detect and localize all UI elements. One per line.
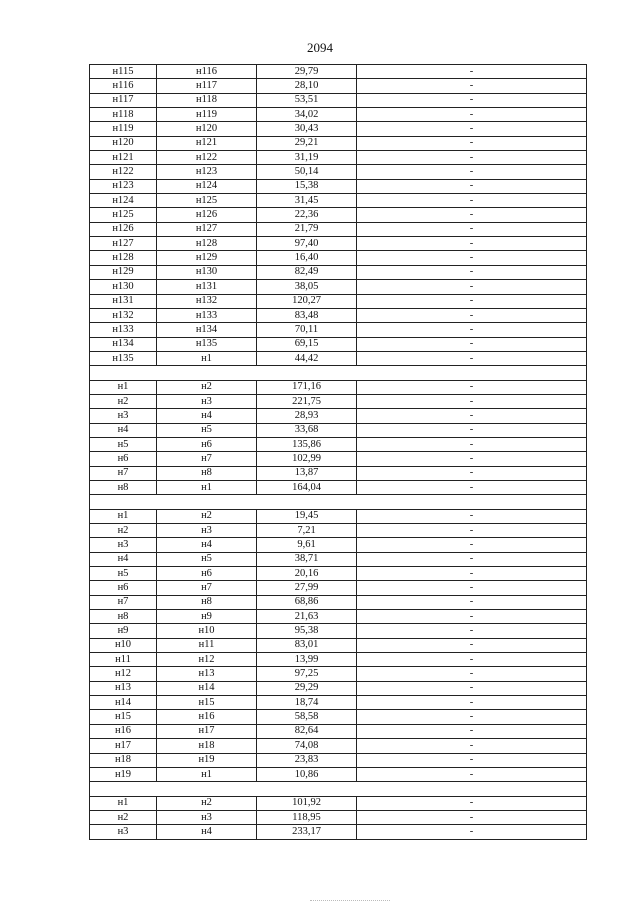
note-cell: - [357,767,587,781]
to-point-cell: н17 [157,724,257,738]
to-point-cell: н18 [157,739,257,753]
length-cell: 31,19 [257,151,357,165]
length-cell: 23,83 [257,753,357,767]
length-cell: 30,43 [257,122,357,136]
table-row [90,696,587,710]
from-point-cell: н119 [90,122,157,136]
note-cell: - [357,108,587,122]
to-point-cell: н5 [157,423,257,437]
to-point-cell: н121 [157,136,257,150]
note-cell: - [357,825,587,839]
note-cell: - [357,136,587,150]
length-cell: 171,16 [257,380,357,394]
table-row [90,79,587,93]
from-point-cell: н11 [90,653,157,667]
to-point-cell: н1 [157,767,257,781]
table-row [90,151,587,165]
length-cell: 135,86 [257,437,357,451]
table-row [90,380,587,394]
from-point-cell: н132 [90,308,157,322]
table-row [90,452,587,466]
note-cell: - [357,581,587,595]
from-point-cell: н128 [90,251,157,265]
note-cell: - [357,696,587,710]
length-cell: 102,99 [257,452,357,466]
boundary-segments-table [89,64,587,840]
table-row [90,122,587,136]
table-row [90,724,587,738]
to-point-cell: н125 [157,194,257,208]
length-cell: 97,40 [257,237,357,251]
to-point-cell: н6 [157,437,257,451]
length-cell: 10,86 [257,767,357,781]
to-point-cell: н127 [157,222,257,236]
note-cell: - [357,337,587,351]
table-row [90,538,587,552]
table-row [90,825,587,839]
note-cell: - [357,624,587,638]
to-point-cell: н130 [157,265,257,279]
to-point-cell: н129 [157,251,257,265]
note-cell: - [357,739,587,753]
to-point-cell: н16 [157,710,257,724]
from-point-cell: н13 [90,681,157,695]
length-cell: 33,68 [257,423,357,437]
to-point-cell: н6 [157,567,257,581]
length-cell: 221,75 [257,394,357,408]
length-cell: 38,05 [257,280,357,294]
table-row [90,208,587,222]
from-point-cell: н4 [90,423,157,437]
note-cell: - [357,79,587,93]
from-point-cell: н135 [90,351,157,365]
length-cell: 164,04 [257,480,357,494]
length-cell: 7,21 [257,524,357,538]
from-point-cell: н3 [90,538,157,552]
from-point-cell: н115 [90,65,157,79]
to-point-cell: н132 [157,294,257,308]
length-cell: 83,01 [257,638,357,652]
from-point-cell: н131 [90,294,157,308]
note-cell: - [357,308,587,322]
length-cell: 13,87 [257,466,357,480]
from-point-cell: н3 [90,409,157,423]
length-cell: 68,86 [257,595,357,609]
table-row [90,437,587,451]
table-row [90,222,587,236]
table-row [90,323,587,337]
to-point-cell: н7 [157,452,257,466]
note-cell: - [357,179,587,193]
table-row [90,638,587,652]
from-point-cell: н133 [90,323,157,337]
note-cell: - [357,65,587,79]
note-cell: - [357,351,587,365]
length-cell: 31,45 [257,194,357,208]
note-cell: - [357,208,587,222]
table-row [90,753,587,767]
table-row [90,567,587,581]
length-cell: 38,71 [257,552,357,566]
from-point-cell: н7 [90,466,157,480]
from-point-cell: н130 [90,280,157,294]
to-point-cell: н8 [157,466,257,480]
length-cell: 69,15 [257,337,357,351]
length-cell: 97,25 [257,667,357,681]
table-row [90,681,587,695]
length-cell: 83,48 [257,308,357,322]
from-point-cell: н5 [90,437,157,451]
note-cell: - [357,681,587,695]
to-point-cell: н120 [157,122,257,136]
from-point-cell: н1 [90,380,157,394]
to-point-cell: н131 [157,280,257,294]
table-row [90,524,587,538]
length-cell: 21,79 [257,222,357,236]
to-point-cell: н116 [157,65,257,79]
length-cell: 13,99 [257,653,357,667]
from-point-cell: н16 [90,724,157,738]
from-point-cell: н122 [90,165,157,179]
table-row [90,93,587,107]
to-point-cell: н2 [157,796,257,810]
length-cell: 9,61 [257,538,357,552]
note-cell: - [357,409,587,423]
length-cell: 82,49 [257,265,357,279]
length-cell: 29,29 [257,681,357,695]
from-point-cell: н118 [90,108,157,122]
to-point-cell: н3 [157,524,257,538]
to-point-cell: н133 [157,308,257,322]
table-body [90,65,587,840]
note-cell: - [357,437,587,451]
table-row [90,280,587,294]
to-point-cell: н2 [157,380,257,394]
note-cell: - [357,710,587,724]
to-point-cell: н12 [157,653,257,667]
from-point-cell: н126 [90,222,157,236]
from-point-cell: н7 [90,595,157,609]
from-point-cell: н120 [90,136,157,150]
length-cell: 22,36 [257,208,357,222]
note-cell: - [357,480,587,494]
length-cell: 101,92 [257,796,357,810]
note-cell: - [357,810,587,824]
length-cell: 28,10 [257,79,357,93]
to-point-cell: н15 [157,696,257,710]
to-point-cell: н3 [157,394,257,408]
to-point-cell: н2 [157,509,257,523]
length-cell: 15,38 [257,179,357,193]
from-point-cell: н125 [90,208,157,222]
length-cell: 58,58 [257,710,357,724]
table-row [90,136,587,150]
from-point-cell: н8 [90,480,157,494]
from-point-cell: н18 [90,753,157,767]
from-point-cell: н15 [90,710,157,724]
length-cell: 16,40 [257,251,357,265]
to-point-cell: н8 [157,595,257,609]
from-point-cell: н8 [90,610,157,624]
length-cell: 29,79 [257,65,357,79]
table-row [90,294,587,308]
from-point-cell: н1 [90,509,157,523]
to-point-cell: н128 [157,237,257,251]
table-row [90,65,587,79]
note-cell: - [357,753,587,767]
table-row [90,409,587,423]
note-cell: - [357,796,587,810]
table-row [90,351,587,365]
separator-cell [90,782,587,796]
note-cell: - [357,294,587,308]
note-cell: - [357,638,587,652]
note-cell: - [357,667,587,681]
table-row [90,595,587,609]
table-row [90,237,587,251]
length-cell: 50,14 [257,165,357,179]
to-point-cell: н126 [157,208,257,222]
to-point-cell: н123 [157,165,257,179]
separator-row [90,782,587,796]
from-point-cell: н124 [90,194,157,208]
to-point-cell: н4 [157,825,257,839]
table-row [90,610,587,624]
note-cell: - [357,323,587,337]
to-point-cell: н10 [157,624,257,638]
table-row [90,165,587,179]
table-row [90,394,587,408]
table-row [90,552,587,566]
from-point-cell: н10 [90,638,157,652]
to-point-cell: н9 [157,610,257,624]
to-point-cell: н118 [157,93,257,107]
from-point-cell: н2 [90,524,157,538]
length-cell: 21,63 [257,610,357,624]
table-row [90,251,587,265]
to-point-cell: н14 [157,681,257,695]
from-point-cell: н5 [90,567,157,581]
to-point-cell: н134 [157,323,257,337]
note-cell: - [357,280,587,294]
table-row [90,667,587,681]
note-cell: - [357,538,587,552]
note-cell: - [357,509,587,523]
from-point-cell: н127 [90,237,157,251]
from-point-cell: н14 [90,696,157,710]
length-cell: 19,45 [257,509,357,523]
to-point-cell: н122 [157,151,257,165]
note-cell: - [357,552,587,566]
from-point-cell: н1 [90,796,157,810]
note-cell: - [357,122,587,136]
length-cell: 118,95 [257,810,357,824]
note-cell: - [357,524,587,538]
separator-row [90,495,587,509]
from-point-cell: н2 [90,394,157,408]
to-point-cell: н4 [157,409,257,423]
length-cell: 82,64 [257,724,357,738]
note-cell: - [357,724,587,738]
table-row [90,265,587,279]
to-point-cell: н3 [157,810,257,824]
note-cell: - [357,222,587,236]
length-cell: 18,74 [257,696,357,710]
note-cell: - [357,653,587,667]
table-row [90,308,587,322]
table-row [90,581,587,595]
from-point-cell: н6 [90,581,157,595]
table-row [90,796,587,810]
table-row [90,767,587,781]
note-cell: - [357,265,587,279]
table-row [90,194,587,208]
note-cell: - [357,380,587,394]
from-point-cell: н116 [90,79,157,93]
to-point-cell: н117 [157,79,257,93]
note-cell: - [357,251,587,265]
from-point-cell: н3 [90,825,157,839]
note-cell: - [357,151,587,165]
note-cell: - [357,567,587,581]
note-cell: - [357,394,587,408]
length-cell: 74,08 [257,739,357,753]
to-point-cell: н5 [157,552,257,566]
to-point-cell: н4 [157,538,257,552]
to-point-cell: н11 [157,638,257,652]
page-number: 2094 [307,40,333,55]
from-point-cell: н2 [90,810,157,824]
to-point-cell: н124 [157,179,257,193]
from-point-cell: н4 [90,552,157,566]
note-cell: - [357,93,587,107]
from-point-cell: н121 [90,151,157,165]
length-cell: 53,51 [257,93,357,107]
note-cell: - [357,466,587,480]
length-cell: 95,38 [257,624,357,638]
from-point-cell: н12 [90,667,157,681]
length-cell: 34,02 [257,108,357,122]
note-cell: - [357,610,587,624]
to-point-cell: н135 [157,337,257,351]
length-cell: 44,42 [257,351,357,365]
to-point-cell: н1 [157,351,257,365]
table-row [90,509,587,523]
table-row [90,739,587,753]
from-point-cell: н19 [90,767,157,781]
from-point-cell: н134 [90,337,157,351]
table-row [90,337,587,351]
table-row [90,624,587,638]
table-row [90,480,587,494]
from-point-cell: н123 [90,179,157,193]
scan-edge-mark [310,900,390,901]
table-row [90,179,587,193]
to-point-cell: н119 [157,108,257,122]
note-cell: - [357,165,587,179]
from-point-cell: н9 [90,624,157,638]
note-cell: - [357,452,587,466]
table-row [90,466,587,480]
table-row [90,108,587,122]
from-point-cell: н6 [90,452,157,466]
table-row [90,710,587,724]
length-cell: 28,93 [257,409,357,423]
to-point-cell: н19 [157,753,257,767]
note-cell: - [357,237,587,251]
length-cell: 120,27 [257,294,357,308]
length-cell: 20,16 [257,567,357,581]
to-point-cell: н13 [157,667,257,681]
table-row [90,653,587,667]
table-row [90,423,587,437]
note-cell: - [357,194,587,208]
length-cell: 70,11 [257,323,357,337]
table-row [90,810,587,824]
note-cell: - [357,423,587,437]
length-cell: 233,17 [257,825,357,839]
length-cell: 29,21 [257,136,357,150]
separator-cell [90,495,587,509]
from-point-cell: н117 [90,93,157,107]
separator-cell [90,366,587,380]
to-point-cell: н7 [157,581,257,595]
length-cell: 27,99 [257,581,357,595]
from-point-cell: н129 [90,265,157,279]
note-cell: - [357,595,587,609]
to-point-cell: н1 [157,480,257,494]
from-point-cell: н17 [90,739,157,753]
separator-row [90,366,587,380]
